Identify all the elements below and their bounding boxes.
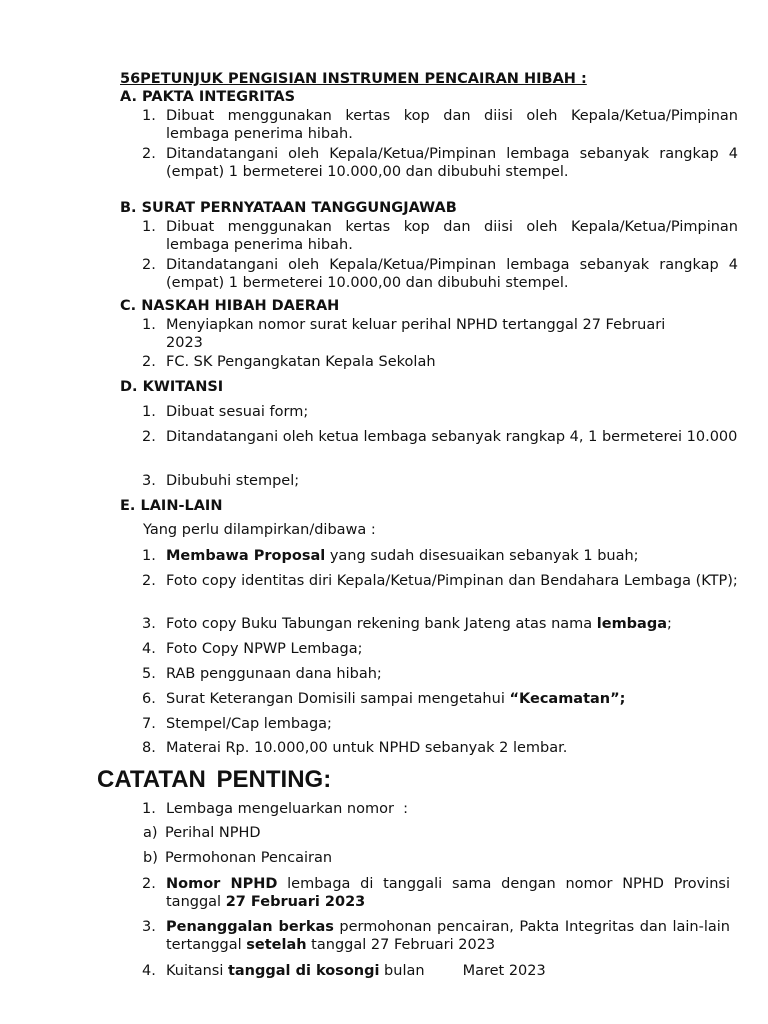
item-text: Kuitansi <box>166 963 228 979</box>
item-number: 2. <box>142 429 156 445</box>
item-text: yang sudah disesuaikan sebanyak 1 buah; <box>325 548 639 564</box>
list-item <box>142 145 738 181</box>
item-letter: b) <box>143 850 158 866</box>
notes-heading: CATATAN PENTING: <box>97 766 332 793</box>
section-b-heading: B. SURAT PERNYATAAN TANGGUNGJAWAB <box>120 200 457 216</box>
list-item <box>142 218 738 254</box>
item-number: 7. <box>142 716 156 732</box>
item-text: bulan <box>379 963 425 979</box>
item-text: Dibuat menggunakan kertas kop dan diisi oleh Kepala/Ketua/Pimpinan lembaga penerima hibah. <box>166 219 738 253</box>
item-number: 4. <box>142 641 156 657</box>
document-title: 56PETUNJUK PENGISIAN INSTRUMEN PENCAIRAN HIBAH : <box>120 71 587 87</box>
note-item <box>142 800 738 818</box>
list-item <box>142 690 738 708</box>
item-number: 3. <box>142 919 156 935</box>
item-number: 2. <box>142 146 156 162</box>
item-number: 1. <box>142 404 156 420</box>
item-number: 2. <box>142 876 156 892</box>
item-text: Foto copy identitas diri Kepala/Ketua/Pimpinan dan Bendahara Lembaga (KTP); <box>166 573 738 589</box>
item-number: 1. <box>142 108 156 124</box>
item-text: Materai Rp. 10.000,00 untuk NPHD sebanyak 2 lembar. <box>166 740 568 756</box>
item-number: 2. <box>142 354 156 370</box>
item-text: Dibuat sesuai form; <box>166 404 309 420</box>
item-text: Dibubuhi stempel; <box>166 473 300 489</box>
section-d-heading: D. KWITANSI <box>120 379 224 395</box>
item-bold-text: “Kecamatan”; <box>509 691 626 707</box>
note-subitem <box>143 849 332 867</box>
item-letter: a) <box>143 825 158 841</box>
item-text: Ditandatangani oleh ketua lembaga sebanyak rangkap 4, 1 bermeterei 10.000 <box>166 429 738 445</box>
item-bold-text: Nomor NPHD <box>166 876 278 892</box>
list-item <box>142 428 738 446</box>
item-text: Ditandatangani oleh Kepala/Ketua/Pimpinan lembaga sebanyak rangkap 4 (empat) 1 bermeterei 10.000,00 dan dibubuhi stempel. <box>166 146 738 180</box>
list-item <box>142 739 738 757</box>
item-bold-text: setelah <box>246 937 307 953</box>
list-item <box>142 572 738 590</box>
item-number: 1. <box>142 219 156 235</box>
item-bold-text: lembaga <box>596 616 668 632</box>
item-text: permohonan pencairan, Pakta Integritas dan lain-lain tertanggal <box>166 919 730 953</box>
list-item <box>142 640 738 658</box>
note-item <box>142 918 730 954</box>
item-number: 6. <box>142 691 156 707</box>
list-item <box>142 715 738 733</box>
list-item <box>142 615 738 633</box>
item-text: Permohonan Pencairan <box>165 850 333 866</box>
item-text: Foto copy Buku Tabungan rekening bank Jateng atas nama <box>166 616 597 632</box>
item-number: 1. <box>142 548 156 564</box>
section-a-heading: A. PAKTA INTEGRITAS <box>120 89 296 105</box>
item-text: Surat Keterangan Domisili sampai mengetahui <box>166 691 510 707</box>
item-text: ; <box>667 616 672 632</box>
item-bold-text: 27 Februari 2023 <box>225 894 366 910</box>
item-number: 5. <box>142 666 156 682</box>
item-number: 2. <box>142 257 156 273</box>
item-text: Foto Copy NPWP Lembaga; <box>166 641 363 657</box>
list-item <box>142 353 738 371</box>
item-text: Lembaga mengeluarkan nomor : <box>166 801 409 817</box>
section-e-heading: E. LAIN-LAIN <box>120 498 223 514</box>
item-number: 2. <box>142 573 156 589</box>
note-item <box>142 875 730 911</box>
list-item <box>142 107 738 143</box>
item-text: Perihal NPHD <box>165 825 261 841</box>
item-text: RAB penggunaan dana hibah; <box>166 666 382 682</box>
item-text: lembaga di tanggali sama dengan nomor NPHD Provinsi tanggal <box>166 876 730 910</box>
item-number: 8. <box>142 740 156 756</box>
item-text: Stempel/Cap lembaga; <box>166 716 332 732</box>
item-bold-text: Membawa Proposal <box>166 548 326 564</box>
item-text: Menyiapkan nomor surat keluar perihal NPHD tertanggal 27 Februari 2023 <box>166 317 666 351</box>
item-bold-text: Penanggalan berkas <box>166 919 334 935</box>
list-item <box>142 403 738 421</box>
list-item <box>142 316 738 352</box>
list-item <box>142 665 738 683</box>
item-number: 1. <box>142 317 156 333</box>
item-text: FC. SK Pengangkatan Kepala Sekolah <box>166 354 436 370</box>
item-text: Dibuat menggunakan kertas kop dan diisi oleh Kepala/Ketua/Pimpinan lembaga penerima hibah. <box>166 108 738 142</box>
list-item <box>142 472 738 490</box>
section-e-intro: Yang perlu dilampirkan/dibawa : <box>143 522 376 538</box>
list-item <box>142 547 738 565</box>
item-text: Ditandatangani oleh Kepala/Ketua/Pimpinan lembaga sebanyak rangkap 4 (empat) 1 bermeterei 10.000,00 dan dibubuhi stempel. <box>166 257 738 291</box>
section-c-heading: C. NASKAH HIBAH DAERAH <box>120 298 340 314</box>
item-number: 3. <box>142 616 156 632</box>
item-number: 4. <box>142 963 156 979</box>
item-number: 1. <box>142 801 156 817</box>
item-text: Maret 2023 <box>462 963 546 979</box>
item-bold-text: tanggal di kosongi <box>227 963 380 979</box>
item-number: 3. <box>142 473 156 489</box>
note-subitem <box>143 824 261 842</box>
note-item <box>142 962 738 980</box>
item-text: tanggal 27 Februari 2023 <box>306 937 496 953</box>
list-item <box>142 256 738 292</box>
